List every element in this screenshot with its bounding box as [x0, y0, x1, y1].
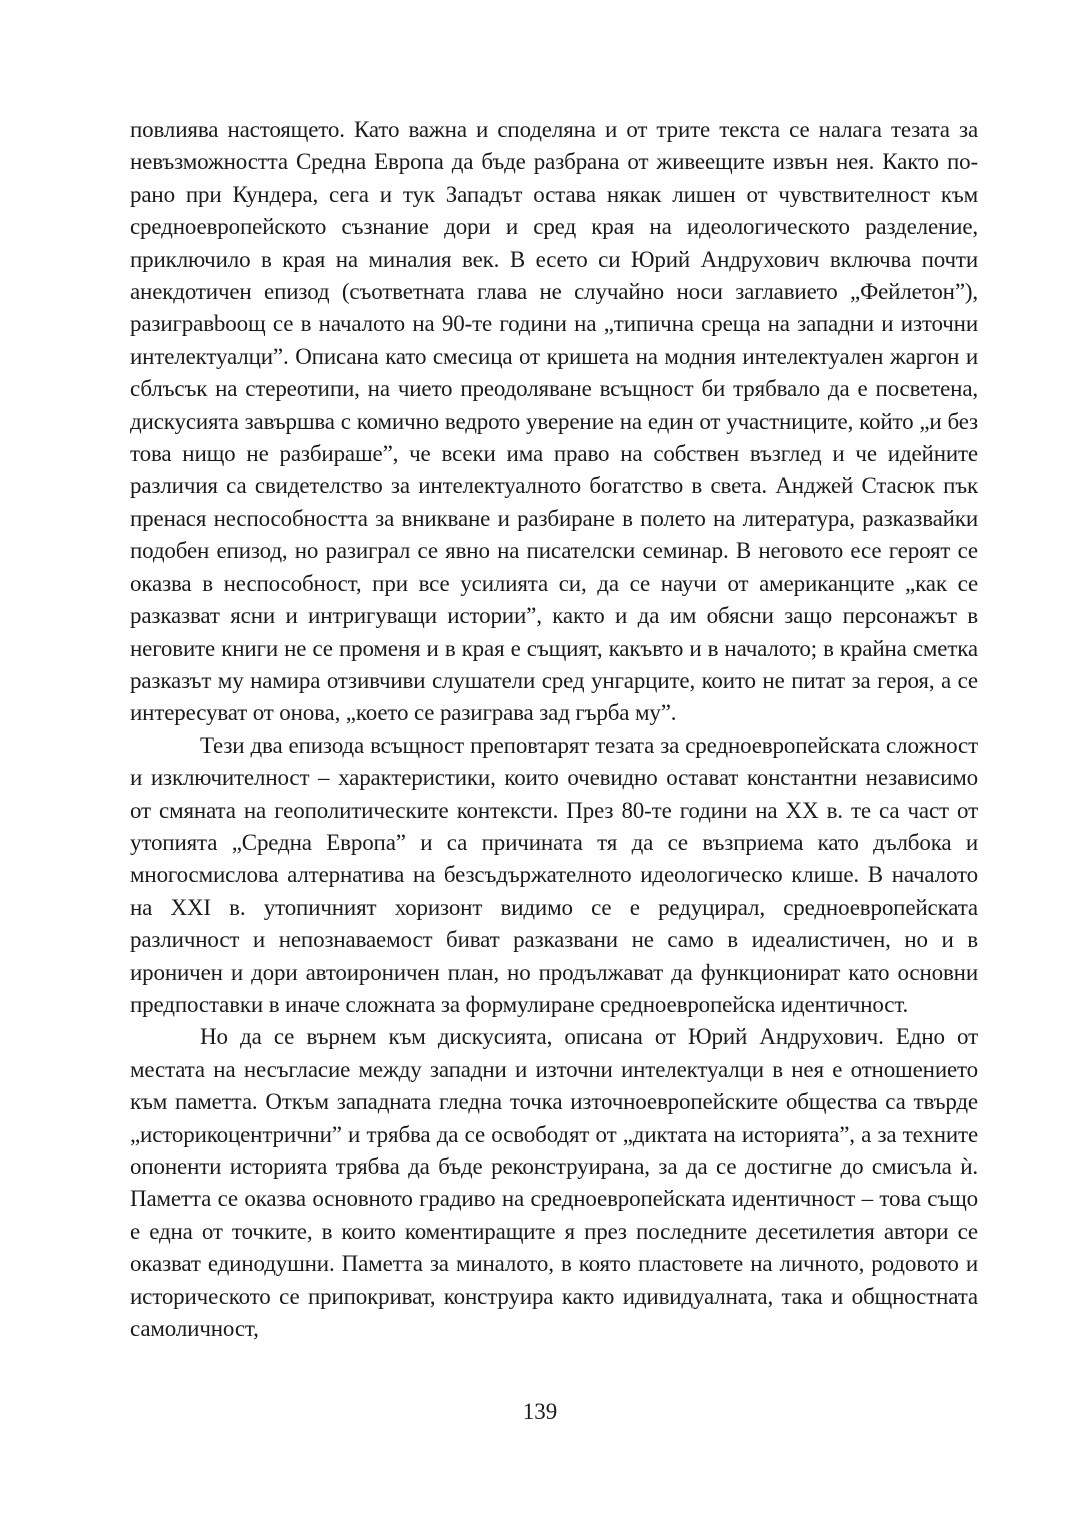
paragraph-1: повлиява настоящето. Като важна и споделяна и от трите текста се налага тезата за невъзможността Средна Европа да бъде разбрана от живеещите извън нея. Както по-рано при Кундера, сега и тук Западът остава някак лишен от чувствителност към средноевропейското съзнание дори и сред края на идеологическото разделение, приключило в края на миналия век. В есето си Юрий Андрухович включва почти анекдотичен епизод (съответната глава не случайно носи заглавието „Фейлетон”), разигравbooщ се в началото на 90-те години на „типична среща на западни и източни интелектуалци”. Описана като смесица от кришета на модния интелектуален жаргон и сблъсък на стереотипи, на чието преодоляване всъщност би трябвало да е посветена, дискусията завършва с комично ведрото уверение на един от участниците, който „и без това нищо не разбираше”, че всеки има право на собствен възглед и че идейните различия са свидетелство за интелектуалното богатство в света. Анджей Стасюк пък пренася неспособността за вникване и разбиране в полето на литература, разказвайки подобен епизод, но разиграл се явно на писателски семинар. В неговото есе героят се оказва в неспособност, при все усилията си, да се научи от американците „как се разказват ясни и интригуващи истории”, както и да им обясни защо персонажът в неговите книги не се променя и в края е същият, какъвто и в началото; в крайна сметка разказът му намира отзивчиви слушатели сред унгарците, които не питат за героя, а се интересуват от онова, „което се разиграва зад гърба му”.	[130, 117, 978, 726]
page-number: 139	[522, 1399, 558, 1424]
paragraph-2: Тези два епизода всъщност преповтарят тезата за средноевропейската сложност и изключителност – характеристики, които очевидно остават константни независимо от смяната на геополитическите контексти. През 80-те години на XX в. те са част от утопията „Средна Европа” и са причината тя да се възприема като дълбока и многосмислова алтернатива на безсъдържателното идеологическо клише. В началото на XXI в. утопичният хоризонт видимо се е редуцирал, средноевропейската различност и непознаваемост биват разказвани не само в идеалистичен, но и в ироничен и дори автоироничен план, но продължават да функционират като основни предпоставки в иначе сложната за формулиране средноевропейска идентичност.	[130, 732, 978, 1017]
paragraph-3: Но да се върнем към дискусията, описана от Юрий Андрухович. Едно от местата на несъгласие между западни и източни интелектуалци в нея е отношението към паметта. Откъм западната гледна точка източноевропейските общества са твърде „историкоцентрични” и трябва да се освободят от „диктата на историята”, а за техните опоненти историята трябва да бъде реконструирана, за да се достигне до смисъла ѝ. Паметта се оказва основното градиво на средноевропейската идентичност – това също е една от точките, в които коментиращите я през последните десетилетия автори се оказват единодушни. Паметта за миналото, в която пластовете на личното, родовото и историческото се припокриват, конструира както идивидуалната, така и общностната самоличност,	[130, 1024, 978, 1342]
document-body	[130, 114, 978, 1345]
